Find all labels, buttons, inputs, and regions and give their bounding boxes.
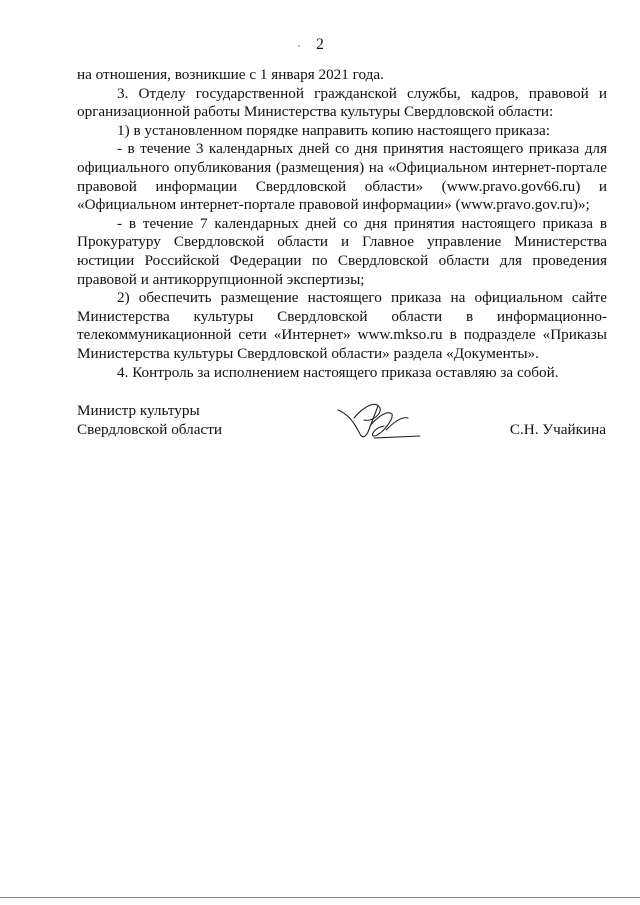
position-line: Свердловской области xyxy=(77,420,222,438)
page-number: 2 xyxy=(316,36,324,53)
paragraph: 1) в установленном порядке направить копию настоящего приказа: xyxy=(117,121,550,139)
paragraph: на отношения, возникшие с 1 января 2021 года. xyxy=(77,66,384,83)
signatory-name: С.Н. Учайкина xyxy=(509,421,606,438)
handwritten-signature xyxy=(334,396,424,446)
paragraph: 3. Отделу государственной гражданской службы, кадров, правовой и организационной работы Министерства культуры Свердловской области: xyxy=(77,84,607,121)
paragraph: 4. Контроль за исполнением настоящего приказа оставляю за собой. xyxy=(117,363,559,381)
position-line: Министр культуры xyxy=(77,402,200,419)
paragraph: - в течение 7 календарных дней со дня принятия настоящего приказа в Прокуратуру Свердловской области и Главное управление Министерства юстиции Российской Федерации по Свердловской области для проведения правовой и антикоррупционной экспертизы; xyxy=(77,214,607,288)
signatory-position xyxy=(77,402,222,439)
scan-edge-line xyxy=(0,897,640,898)
document-body xyxy=(77,66,607,382)
paragraph: - в течение 3 календарных дней со дня принятия настоящего приказа для официального опубликования (размещения) на «Официальном интернет-портале правовой информации Свердловской области» (www.pravo.gov66.ru) и «Официальном интернет-портале правовой информации» (www.pravo.gov.ru)»; xyxy=(77,140,607,214)
paragraph: 2) обеспечить размещение настоящего приказа на официальном сайте Министерства культуры Свердловской области в информационно-телекоммуникационной сети «Интернет» www.mkso.ru в подразделе «Приказы Министерства культуры Свердловской области» раздела «Документы». xyxy=(77,289,607,362)
